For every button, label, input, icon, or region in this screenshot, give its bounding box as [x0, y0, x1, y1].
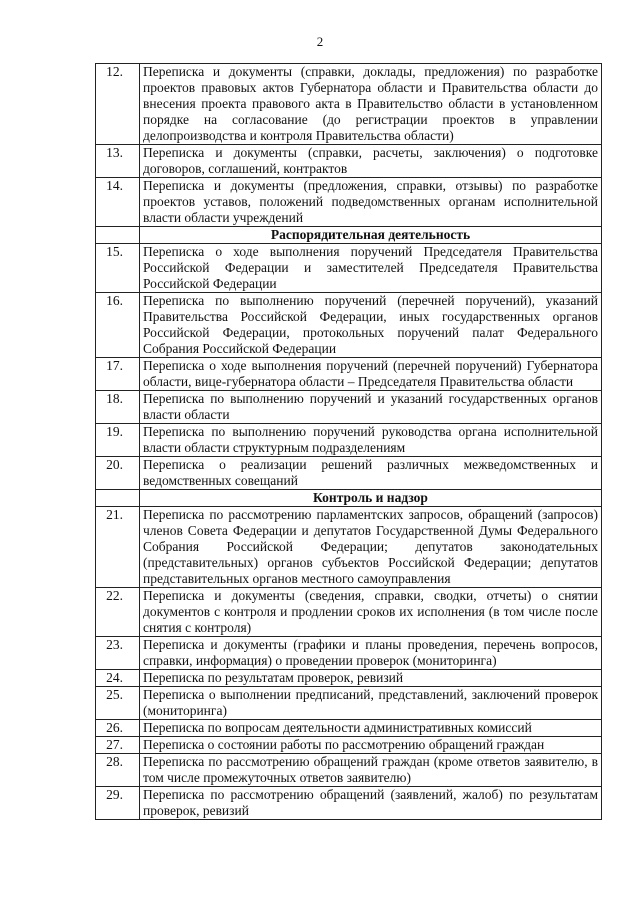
row-number-cell — [96, 687, 140, 720]
table-row — [96, 244, 602, 293]
row-number-cell — [96, 358, 140, 391]
table-row — [96, 787, 602, 820]
section-number-cell — [96, 490, 140, 507]
row-description: Переписка по рассмотрению обращений (заявлений, жалоб) по результатам проверок, ревизий — [140, 787, 602, 820]
row-number-cell — [96, 145, 140, 178]
table-row — [96, 424, 602, 457]
page-number: 2 — [316, 34, 324, 49]
table-row — [96, 637, 602, 670]
table-row — [96, 457, 602, 490]
table-row — [96, 391, 602, 424]
row-description: Переписка по рассмотрению обращений граждан (кроме ответов заявителю, в том числе промежуточных ответов заявителю) — [140, 754, 602, 787]
table-row — [96, 687, 602, 720]
row-number-cell — [96, 737, 140, 754]
row-description: Переписка о реализации решений различных межведомственных и ведомственных совещаний — [140, 457, 602, 490]
row-number: 19. — [106, 424, 123, 439]
row-number: 13. — [106, 145, 123, 160]
row-description: Переписка по результатам проверок, ревизий — [140, 670, 602, 687]
row-number-cell — [96, 424, 140, 457]
row-description: Переписка о выполнении предписаний, представлений, заключений проверок (мониторинга) — [140, 687, 602, 720]
row-number: 29. — [106, 787, 123, 802]
row-number-cell — [96, 178, 140, 227]
row-number: 23. — [106, 637, 123, 652]
table-row — [96, 507, 602, 588]
row-number: 20. — [106, 457, 123, 472]
row-number: 28. — [106, 754, 123, 769]
section-title: Контроль и надзор — [140, 490, 602, 507]
row-number-cell — [96, 588, 140, 637]
table-row — [96, 64, 602, 145]
row-description: Переписка и документы (сведения, справки, сводки, отчеты) о снятии документов с контроля и продлении сроков их исполнения (в том числе после снятия с контроля) — [140, 588, 602, 637]
table-row — [96, 358, 602, 391]
table-row — [96, 737, 602, 754]
row-number: 21. — [106, 507, 123, 522]
row-description: Переписка о ходе выполнения поручений (перечней поручений) Губернатора области, вице-губернатора области – Председателя Правительства области — [140, 358, 602, 391]
row-number: 24. — [106, 670, 123, 685]
section-title: Распорядительная деятельность — [140, 227, 602, 244]
row-description: Переписка и документы (предложения, справки, отзывы) по разработке проектов уставов, положений подведомственных органам исполнительной власти области учреждений — [140, 178, 602, 227]
row-number: 12. — [106, 64, 123, 79]
row-number: 25. — [106, 687, 123, 702]
row-number: 26. — [106, 720, 123, 735]
row-description: Переписка и документы (справки, расчеты, заключения) о подготовке договоров, соглашений, контрактов — [140, 145, 602, 178]
row-description: Переписка о ходе выполнения поручений Председателя Правительства Российской Федерации и заместителей Председателя Правительства Российской Федерации — [140, 244, 602, 293]
row-number-cell — [96, 720, 140, 737]
row-number: 16. — [106, 293, 123, 308]
row-number: 27. — [106, 737, 123, 752]
row-number-cell — [96, 670, 140, 687]
row-number-cell — [96, 64, 140, 145]
table-row — [96, 720, 602, 737]
row-description: Переписка по выполнению поручений руководства органа исполнительной власти области структурным подразделениям — [140, 424, 602, 457]
row-number-cell — [96, 391, 140, 424]
table-row — [96, 588, 602, 637]
section-header-row — [96, 490, 602, 507]
row-number-cell — [96, 754, 140, 787]
row-number: 14. — [106, 178, 123, 193]
row-description: Переписка по выполнению поручений и указаний государственных органов власти области — [140, 391, 602, 424]
table-row — [96, 178, 602, 227]
row-description: Переписка о состоянии работы по рассмотрению обращений граждан — [140, 737, 602, 754]
table-row — [96, 670, 602, 687]
row-description: Переписка по рассмотрению парламентских запросов, обращений (запросов) членов Совета Федерации и депутатов Государственной Думы Федерального Собрания Российской Федерации; депутатов законодательных (представительных) органов субъектов Российской Федерации; депутатов представительных органов местного самоуправления — [140, 507, 602, 588]
row-number: 18. — [106, 391, 123, 406]
row-number-cell — [96, 637, 140, 670]
row-description: Переписка и документы (справки, доклады, предложения) по разработке проектов правовых актов Губернатора области и Правительства области до внесения проекта правового акта в Правительство области в установленном порядке на согласование (до регистрации проектов в управлении делопроизводства и контроля Правительства области) — [140, 64, 602, 145]
document-table-body — [96, 64, 602, 820]
table-row — [96, 293, 602, 358]
row-number-cell — [96, 507, 140, 588]
row-number-cell — [96, 457, 140, 490]
row-description: Переписка по вопросам деятельности административных комиссий — [140, 720, 602, 737]
table-row — [96, 145, 602, 178]
row-number: 17. — [106, 358, 123, 373]
row-number-cell — [96, 293, 140, 358]
row-number: 15. — [106, 244, 123, 259]
section-number-cell — [96, 227, 140, 244]
row-number: 22. — [106, 588, 123, 603]
row-number-cell — [96, 244, 140, 293]
table-row — [96, 754, 602, 787]
row-number-cell — [96, 787, 140, 820]
document-table — [95, 63, 602, 820]
row-description: Переписка и документы (графики и планы проведения, перечень вопросов, справки, информация) о проведении проверок (мониторинга) — [140, 637, 602, 670]
row-description: Переписка по выполнению поручений (перечней поручений), указаний Правительства Российской Федерации, иных государственных органов Российской Федерации, протокольных поручений палат Федерального Собрания Российской Федерации — [140, 293, 602, 358]
section-header-row — [96, 227, 602, 244]
